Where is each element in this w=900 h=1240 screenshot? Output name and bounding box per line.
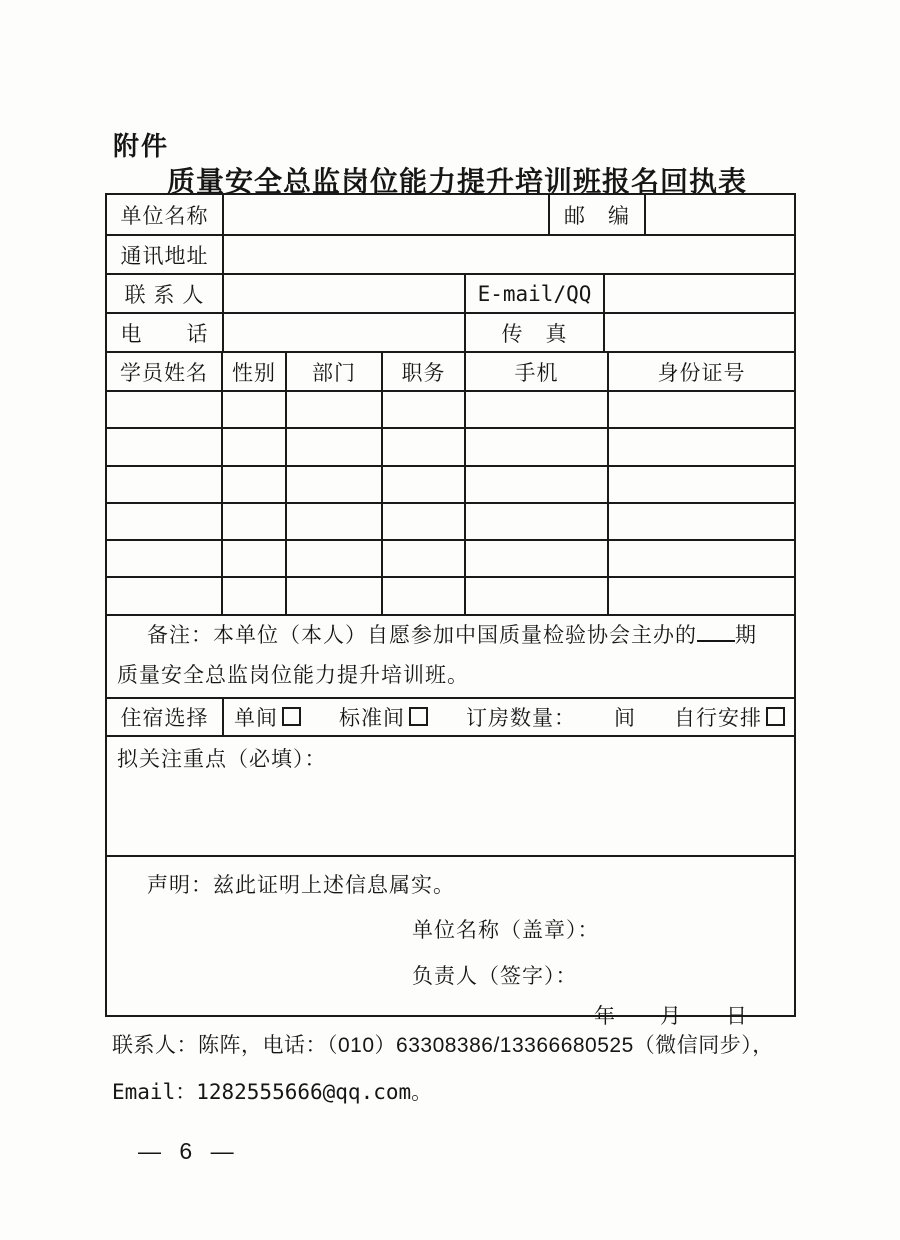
postcode-input[interactable] xyxy=(644,195,794,234)
address-row xyxy=(107,234,794,273)
trainee-empty-row xyxy=(107,427,794,464)
email-qq-input[interactable] xyxy=(603,275,794,312)
date-line: 年 月 日 xyxy=(594,1004,748,1028)
self-arrange-checkbox[interactable] xyxy=(766,707,785,726)
attachment-label: 附件 xyxy=(113,131,170,161)
footer-contact-line1: 联系人：陈阵，电话：（010）63308386/13366680525（微信同步）， xyxy=(112,1034,774,1057)
contact-input[interactable] xyxy=(222,275,464,312)
remark-section xyxy=(107,614,794,697)
trainee-id-cell[interactable] xyxy=(607,504,794,539)
footer-contact-line2: Email：1282555666@qq.com。 xyxy=(112,1080,433,1104)
lodging-label: 住宿选择 xyxy=(120,706,209,730)
trainee-position-cell[interactable] xyxy=(381,467,464,502)
self-arrange-option xyxy=(674,702,785,732)
trainee-empty-row xyxy=(107,576,794,613)
trainee-id-header: 身份证号 xyxy=(607,353,794,390)
trainee-empty-row xyxy=(107,465,794,502)
trainee-id-cell[interactable] xyxy=(607,467,794,502)
trainee-mobile-cell[interactable] xyxy=(464,467,607,502)
signature-label: 负责人（签字）： xyxy=(412,964,578,988)
trainee-id-cell[interactable] xyxy=(607,578,794,613)
fax-label: 传 真 xyxy=(464,314,603,351)
standard-room-option xyxy=(339,702,428,732)
trainee-name-cell[interactable] xyxy=(107,578,221,613)
trainee-empty-row xyxy=(107,390,794,427)
trainee-gender-cell[interactable] xyxy=(221,467,285,502)
address-input[interactable] xyxy=(222,236,794,273)
unit-name-input[interactable] xyxy=(222,195,548,234)
focus-section[interactable] xyxy=(107,735,794,855)
trainee-name-cell[interactable] xyxy=(107,392,221,427)
trainee-position-cell[interactable] xyxy=(381,578,464,613)
trainee-department-cell[interactable] xyxy=(285,504,381,539)
trainee-position-header: 职务 xyxy=(381,353,464,390)
declaration-section xyxy=(107,855,794,1028)
remark-tail-text: 期 xyxy=(735,623,757,647)
trainee-name-cell[interactable] xyxy=(107,504,221,539)
trainee-name-cell[interactable] xyxy=(107,429,221,464)
contact-label: 联 系 人 xyxy=(124,283,205,307)
trainee-position-cell[interactable] xyxy=(381,504,464,539)
page-number: — 6 — xyxy=(138,1138,240,1164)
remark-blank-line[interactable] xyxy=(697,621,735,642)
trainee-mobile-cell[interactable] xyxy=(464,541,607,576)
standard-room-label: 标准间 xyxy=(339,706,405,730)
declaration-statement: 声明：兹此证明上述信息属实。 xyxy=(147,873,455,897)
phone-input[interactable] xyxy=(222,314,464,351)
postcode-label: 邮 编 xyxy=(548,195,644,234)
trainee-department-cell[interactable] xyxy=(285,429,381,464)
self-arrange-label: 自行安排 xyxy=(674,706,762,730)
trainee-name-header: 学员姓名 xyxy=(120,361,208,385)
single-room-label: 单间 xyxy=(234,706,278,730)
trainee-position-cell[interactable] xyxy=(381,541,464,576)
trainee-mobile-cell[interactable] xyxy=(464,504,607,539)
room-count-label: 订房数量： xyxy=(466,706,576,730)
email-qq-label: E-mail/QQ xyxy=(464,275,603,312)
fax-input[interactable] xyxy=(603,314,794,351)
trainee-department-cell[interactable] xyxy=(285,578,381,613)
trainee-mobile-cell[interactable] xyxy=(464,429,607,464)
contact-row xyxy=(107,273,794,312)
trainee-department-cell[interactable] xyxy=(285,541,381,576)
trainee-gender-cell[interactable] xyxy=(221,429,285,464)
trainee-mobile-cell[interactable] xyxy=(464,392,607,427)
trainee-mobile-cell[interactable] xyxy=(464,578,607,613)
lodging-options xyxy=(222,699,794,735)
trainee-department-cell[interactable] xyxy=(285,467,381,502)
focus-label: 拟关注重点（必填）： xyxy=(117,747,327,771)
page-title: 质量安全总监岗位能力提升培训班报名回执表 xyxy=(166,166,747,197)
trainee-gender-header: 性别 xyxy=(221,353,285,390)
trainee-gender-cell[interactable] xyxy=(221,578,285,613)
phone-row xyxy=(107,312,794,351)
footer-contact-info xyxy=(112,1022,774,1116)
lodging-row xyxy=(107,697,794,735)
trainee-header-row xyxy=(107,351,794,390)
trainee-empty-row xyxy=(107,539,794,576)
room-count-unit: 间 xyxy=(614,706,636,730)
unit-name-label: 单位名称 xyxy=(120,204,209,228)
phone-label: 电 话 xyxy=(120,322,209,346)
trainee-id-cell[interactable] xyxy=(607,541,794,576)
trainee-department-cell[interactable] xyxy=(285,392,381,427)
trainee-department-header: 部门 xyxy=(285,353,381,390)
unit-name-row xyxy=(107,195,794,234)
trainee-id-cell[interactable] xyxy=(607,392,794,427)
single-room-checkbox[interactable] xyxy=(282,707,301,726)
trainee-mobile-header: 手机 xyxy=(464,353,607,390)
remark-line2: 质量安全总监岗位能力提升培训班。 xyxy=(117,663,469,687)
trainee-name-cell[interactable] xyxy=(107,541,221,576)
trainee-gender-cell[interactable] xyxy=(221,504,285,539)
trainee-position-cell[interactable] xyxy=(381,392,464,427)
trainee-gender-cell[interactable] xyxy=(221,392,285,427)
address-label: 通讯地址 xyxy=(120,244,209,268)
trainee-position-cell[interactable] xyxy=(381,429,464,464)
unit-seal-label: 单位名称（盖章）： xyxy=(412,918,600,942)
registration-form-table xyxy=(105,193,796,1028)
trainee-gender-cell[interactable] xyxy=(221,541,285,576)
trainee-empty-row xyxy=(107,502,794,539)
remark-line1 xyxy=(117,616,784,656)
single-room-option xyxy=(234,702,301,732)
standard-room-checkbox[interactable] xyxy=(409,707,428,726)
trainee-id-cell[interactable] xyxy=(607,429,794,464)
remark-lead-text: 备注：本单位（本人）自愿参加中国质量检验协会主办的 xyxy=(147,623,697,647)
trainee-name-cell[interactable] xyxy=(107,467,221,502)
